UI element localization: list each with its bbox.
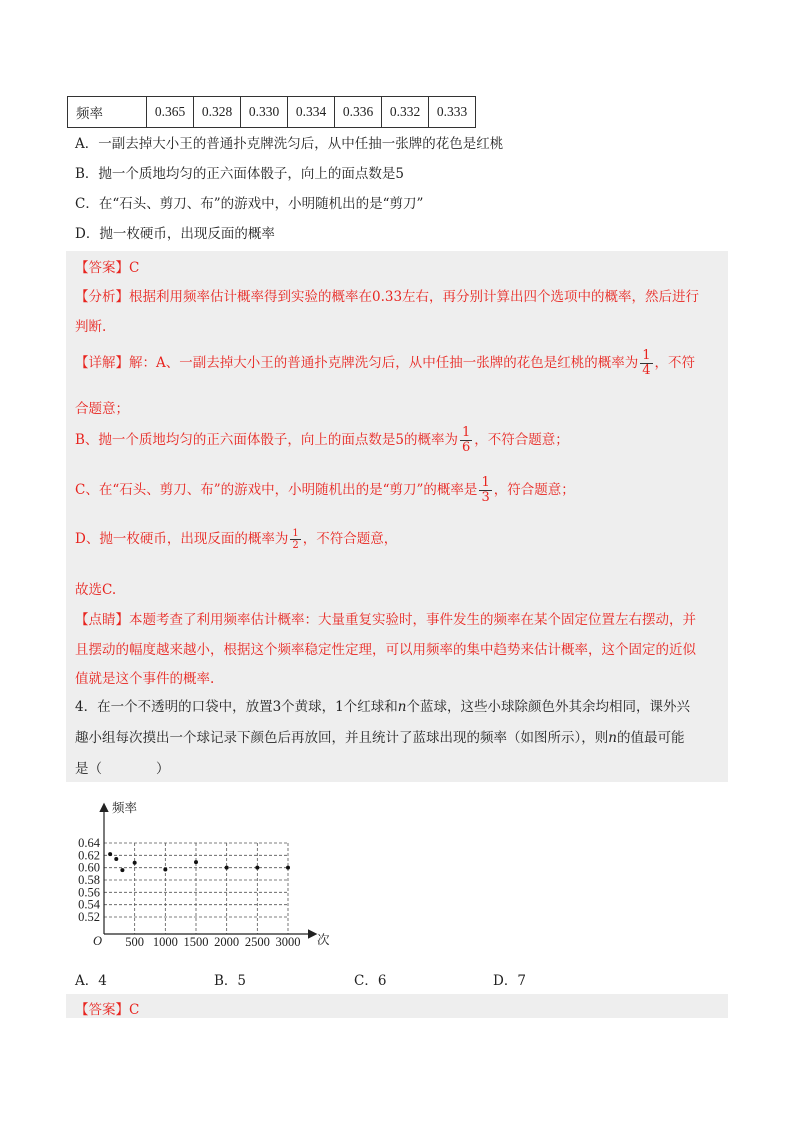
fraction-one-sixth — [460, 426, 472, 455]
table-cell: 0.365 — [147, 97, 194, 128]
detail-a-text: 【详解】解：A、一副去掉大小王的普通扑克牌洗匀后，从中任抽一张牌的花色是红桃的概率为 — [75, 355, 639, 371]
frequency-scatter-chart — [60, 795, 360, 955]
detail-d-suffix: ，不符合题意， — [302, 531, 398, 547]
frequency-table — [67, 96, 476, 128]
comment-line-1: 【点睛】本题考查了利用频率估计概率：大量重复实验时，事件发生的频率在某个固定位置左右摆动，并 — [75, 612, 696, 628]
y-tick-label: 0.58 — [78, 873, 100, 887]
y-tick-label: 0.54 — [78, 897, 100, 912]
table-cell: 0.330 — [241, 97, 288, 128]
data-point — [225, 866, 229, 870]
x-tick-label: 2500 — [244, 935, 270, 949]
data-point — [194, 860, 198, 864]
x-tick-label: 500 — [125, 935, 145, 949]
detail-c-suffix: ，符合题意； — [493, 482, 575, 498]
answer-panel-4 — [66, 994, 728, 1018]
answer-label: 【答案】C — [75, 1002, 140, 1018]
question-text: 趣小组每次摸出一个球记录下颜色后再放回，并且统计了蓝球出现的频率（如图所示），则 — [75, 730, 609, 746]
data-point — [120, 868, 124, 872]
fraction-denominator: 2 — [292, 540, 299, 551]
origin-label: O — [93, 934, 103, 948]
y-tick-label: 0.60 — [78, 860, 100, 875]
x-tick-label: 1500 — [183, 935, 209, 949]
fraction-denominator: 6 — [462, 440, 471, 455]
y-tick-label: 0.52 — [78, 910, 100, 924]
comment-line-2: 且摆动的幅度越来越小，根据这个频率稳定性定理，可以用频率的集中趋势来估计概率，这个固定的近似 — [75, 642, 696, 658]
table-row — [68, 97, 476, 128]
table-header-cell: 频率 — [68, 97, 147, 128]
option-4c: C．6 — [354, 973, 387, 989]
detail-a — [75, 349, 695, 378]
question-4-line-1 — [75, 697, 690, 717]
question-4-line-2 — [75, 728, 684, 748]
fraction-one-half — [290, 528, 300, 551]
y-tick-label: 0.62 — [78, 848, 100, 863]
option-d: D．抛一枚硬币，出现反面的概率 — [75, 226, 275, 242]
fraction-numerator: 1 — [481, 475, 490, 490]
detail-a-line-2: 合题意； — [75, 401, 129, 417]
detail-b-text: B、抛一个质地均匀的正六面体骰子，向上的面点数是5的概率为 — [75, 432, 459, 448]
table-cell: 0.334 — [288, 97, 335, 128]
question-text: 4．在一个不透明的口袋中，放置3个黄球，1个红球和 — [75, 699, 398, 715]
question-text: 的值最可能 — [616, 730, 685, 746]
detail-c — [75, 476, 575, 505]
table-cell: 0.328 — [194, 97, 241, 128]
option-4b: B．5 — [214, 973, 247, 989]
answer-label: 【答案】C — [75, 260, 140, 276]
fraction-denominator: 3 — [481, 490, 490, 505]
y-tick-label: 0.56 — [78, 885, 100, 900]
fraction-numerator: 1 — [642, 348, 651, 363]
comment-line-3: 值就是这个事件的概率. — [75, 671, 215, 687]
option-4a: A．4 — [75, 973, 107, 989]
detail-c-text: C、在“石头、剪刀、布”的游戏中，小明随机出的是“剪刀”的概率是 — [75, 482, 478, 498]
conclusion: 故选C. — [75, 582, 117, 598]
question-text: 个蓝球，这些小球除颜色外其余均相同，课外兴 — [406, 699, 690, 715]
chart-grid — [104, 843, 288, 934]
data-point — [108, 852, 112, 856]
variable-n: n — [608, 730, 617, 746]
y-axis-label: 频率 — [112, 801, 138, 815]
detail-a-suffix: ，不符 — [654, 355, 696, 371]
table-cell: 0.332 — [382, 97, 429, 128]
table-cell: 0.336 — [335, 97, 382, 128]
x-tick-label: 3000 — [275, 935, 301, 949]
data-point — [286, 866, 290, 870]
fraction-one-quarter — [640, 349, 652, 378]
fraction-numerator: 1 — [292, 528, 299, 539]
detail-d — [75, 527, 397, 551]
option-c: C．在“石头、剪刀、布”的游戏中，小明随机出的是“剪刀” — [75, 196, 424, 212]
x-tick-label: 2000 — [214, 935, 240, 949]
variable-n: n — [397, 699, 407, 715]
x-axis-label: 次 — [317, 933, 330, 947]
question-4-line-3: 是（ ） — [75, 761, 170, 777]
y-tick-label: 0.64 — [78, 836, 100, 850]
option-b: B．抛一个质地均匀的正六面体骰子，向上的面点数是5 — [75, 166, 405, 182]
data-point — [255, 866, 259, 870]
data-point — [133, 861, 137, 865]
option-4d: D．7 — [493, 973, 526, 989]
detail-b — [75, 426, 569, 455]
fraction-one-third — [479, 476, 491, 505]
detail-b-suffix: ，不符合题意； — [474, 432, 569, 448]
x-tick-label: 1000 — [152, 935, 178, 949]
analysis-line-2: 判断. — [75, 319, 107, 335]
fraction-numerator: 1 — [462, 425, 471, 440]
table-cell: 0.333 — [429, 97, 476, 128]
data-point — [163, 868, 167, 872]
analysis-line-1: 【分析】根据利用频率估计概率得到实验的概率在0.33左右，再分别计算出四个选项中的概率，然后进行 — [75, 289, 700, 305]
detail-d-text: D、抛一枚硬币，出现反面的概率为 — [75, 531, 289, 547]
data-point — [114, 857, 118, 861]
fraction-denominator: 4 — [642, 363, 651, 378]
option-a: A．一副去掉大小王的普通扑克牌洗匀后，从中任抽一张牌的花色是红桃 — [75, 136, 504, 152]
